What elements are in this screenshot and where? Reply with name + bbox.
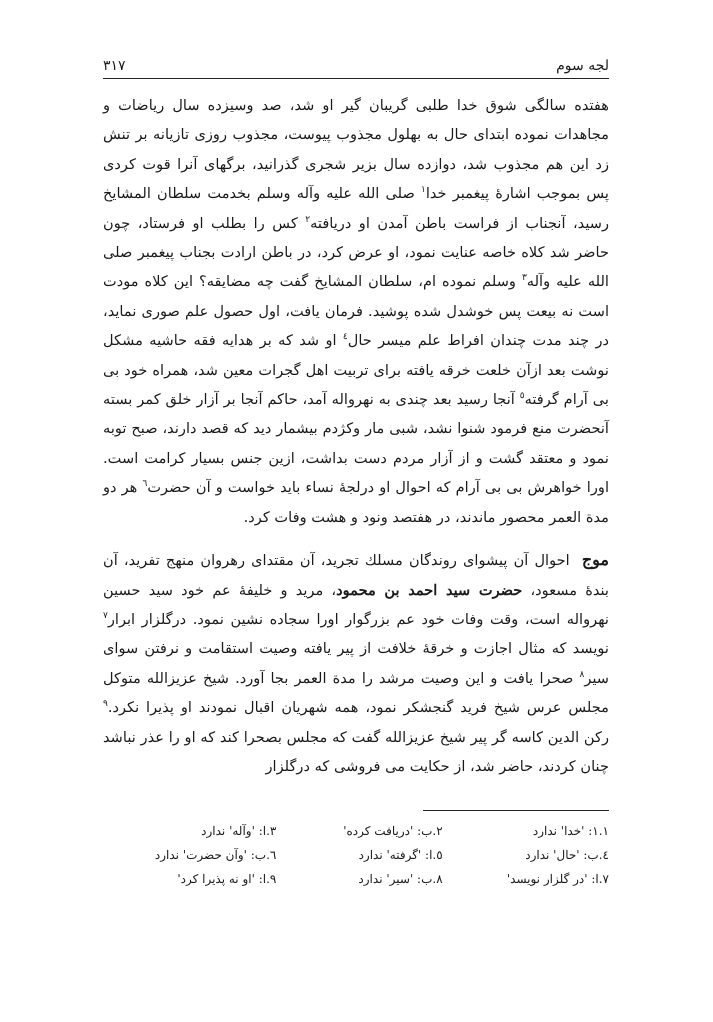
footnote-ref: ١	[420, 185, 426, 196]
footnote-item: ٣.ا: 'وآله' ندارد	[201, 824, 277, 838]
footnote-item: ٦.ب: 'وآن حضرت' ندارد	[154, 848, 277, 862]
chapter-title: لجه سوم	[556, 58, 609, 74]
footnote-divider	[423, 810, 609, 811]
footnote-ref: ٨	[579, 669, 585, 680]
text-run: رکن الدین کاسه گر پیر شیخ عزیزالله گفت که مجلس بصحرا کند که او را عذر نباشد چنان کردند، حاضر شد، از حکایت می فروشی که درگلزار	[103, 728, 609, 775]
header-divider	[103, 78, 609, 79]
footnote-item: ٢.ب: 'دریافت کرده'	[343, 824, 443, 838]
text-run: نویسد که مثال اجازت و خرقهٔ خلافت از پیر یافته وصیت استقامت و نرفتن سوای سیر	[103, 640, 609, 687]
page-number: ٣١٧	[103, 58, 126, 74]
text-run: احوال آن پیشوای روندگان مسلك تجرید، آن مقتدای رهروان منهج تفرید، آن بندهٔ مسعود،	[103, 552, 609, 599]
text-run: وسلم نموده ام، سلطان المشایخ گفت چه مضایقه؟ این کلاه مودت است نه بیعت پس خوشدل شده پوشید. فرمان یافت، اول حصول علم صوری نماید، در چند مدت چندان افراط علم میسر حال	[103, 273, 609, 350]
text-run: هر دو مدة العمر محصور ماندند، در هفتصد ونود و هشت وفات کرد.	[103, 479, 609, 526]
text-run: صلی الله علیه وآله وسلم بخدمت سلطان المشایخ رسید، آنجناب از فراست باطن آمدن او دریافته	[103, 185, 609, 232]
section-marker: موج	[581, 550, 609, 570]
text-run: صحرا یافت و این وصیت مرشد را مدة العمر بجا آورد. شیخ عزیزالله متوکل مجلس عرس شیخ فرید گنجشکر نمود، همه شهریان اقبال نمودند او پذیرا نکرد.	[103, 669, 609, 717]
footnote-ref: ٣	[521, 273, 527, 284]
footnote-ref: ٥	[519, 391, 525, 402]
footnote-item: ٩.ا: 'او نه پذیرا کرد'	[177, 872, 277, 886]
footnote-ref: ٧	[103, 611, 108, 622]
running-header	[103, 50, 609, 74]
footnote-ref: ٤	[342, 332, 348, 343]
footnote-item: ٨.ب: 'سیر' ندارد	[358, 872, 443, 886]
footnote-item: ٧.ا: 'در گلزار نویسد'	[506, 872, 609, 886]
footnotes	[130, 820, 609, 890]
paragraph-1	[103, 91, 609, 532]
footnote-ref: ٦	[142, 479, 148, 490]
footnote-item: ٤.ب: 'حال' ندارد	[525, 848, 609, 862]
footnote-ref: ٩	[103, 699, 108, 710]
text-run: کس را بطلب او فرستاد، چون حاضر شد کلاه خاصه عنایت نمود، او عرض کرد، در باطن ارادت بجناب پیغمبر صلی الله علیه وآله	[103, 214, 609, 291]
footnote-item: ١.١: 'خدا' ندارد	[532, 824, 609, 838]
text-run: ، مرید و خلیفهٔ عم خود سید حسین نهرواله است، وقت وفات خود عم بزرگوار اورا سجاده نشین نمود. درگلزار ابرار	[103, 581, 609, 628]
text-run: او شد که بر هدایه فقه حاشیه مشکل نوشت بعد ازآن خلعت خرقه یافته برای تربیت اهل گجرات معین شد، همراه خود بی بی آرام گرفته	[103, 332, 609, 409]
person-name: حضرت سید احمد بن محمود	[336, 581, 523, 599]
footnote-ref: ٢	[305, 214, 311, 225]
main-text	[103, 91, 609, 781]
text-run: هفتده سالگی شوق خدا طلبی گریبان گیر او شد، صد وسیزده سال ریاضات و مجاهدات نموده ابتدای حال به بهلول مجذوب پیوست، مجذوب روزی تازیانه بر تنش زد این هم مجذوب شد، دوازده سال بزیر شجری گذرانید، برگهای آنرا قوت کردی پس بموجب اشارهٔ پیغمبر خدا	[103, 97, 609, 203]
footnote-item: ٥.ا: 'گرفته' ندارد	[358, 848, 443, 862]
paragraph-2	[103, 545, 609, 781]
text-run: آنجا رسید بعد چندی به نهرواله آمد، حاکم آنجا بر آزار خلق کمر بسته آنحضرت منع فرمود شنوا نشد، شبی مار وکژدم بیشمار دید که قصد دارند، صبح توبه نمود و معتقد گشت و از آزار مردم دست بداشت، ازین جنس بسیار کرامت است. اورا خواهرش بی بی آرام که احوال او درلجهٔ نساء باید خواست و آن حضرت	[103, 391, 609, 497]
